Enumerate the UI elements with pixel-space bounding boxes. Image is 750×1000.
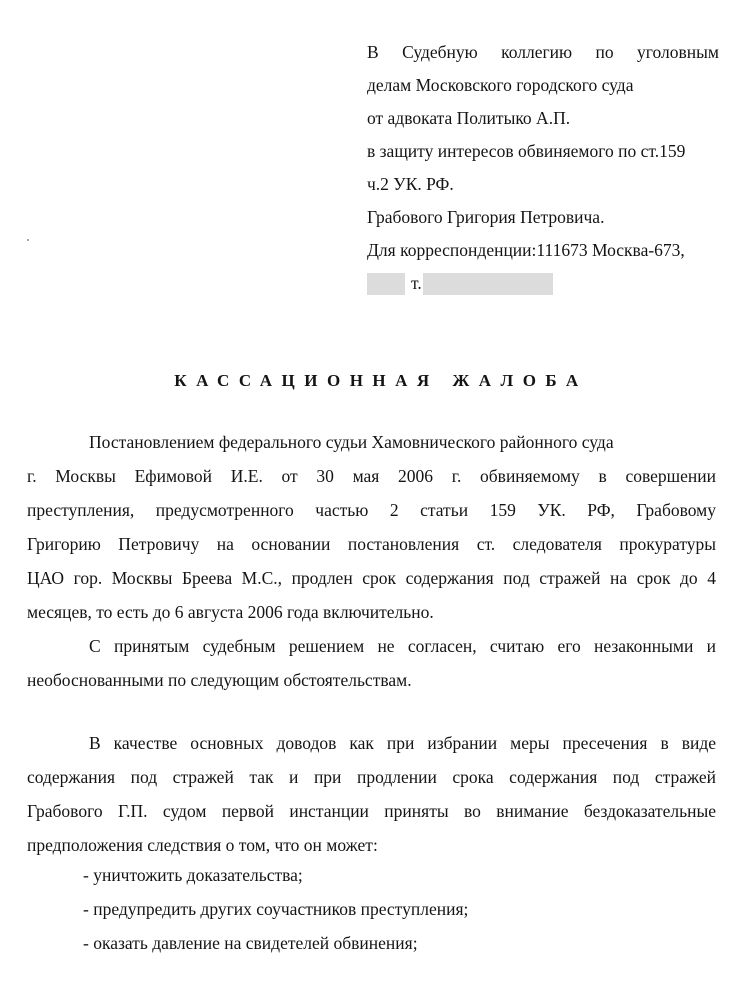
paragraph-line: преступления, предусмотренного частью 2 статьи 159 УК. РФ, Грабовому bbox=[27, 500, 716, 520]
paragraph-line: месяцев, то есть до 6 августа 2006 года включительно. bbox=[27, 602, 434, 622]
paragraph-line: Грабового Г.П. судом первой инстанции приняты во внимание бездоказательные bbox=[27, 801, 716, 821]
addressee-line: в защиту интересов обвиняемого по ст.159 bbox=[367, 141, 686, 161]
paragraph-line: Постановлением федерального судьи Хамовнического районного суда bbox=[89, 432, 614, 452]
paragraph-2 bbox=[27, 629, 716, 697]
addressee-line: Для корреспонденции:111673 Москва-673, bbox=[367, 240, 685, 260]
addressee-line: делам Московского городского суда bbox=[367, 75, 634, 95]
paragraph-line: Григорию Петровичу на основании постановления ст. следователя прокуратуры bbox=[27, 534, 716, 554]
list-block bbox=[27, 858, 716, 960]
scan-speck bbox=[27, 239, 29, 241]
paragraph-line: С принятым судебным решением не согласен, считаю его незаконными и bbox=[89, 636, 716, 656]
redaction-box bbox=[367, 273, 405, 295]
list-item: - оказать давление на свидетелей обвинения; bbox=[83, 933, 418, 953]
addressee-line: Грабового Григория Петровича. bbox=[367, 207, 605, 227]
paragraph-1 bbox=[27, 425, 716, 629]
addressee-block bbox=[367, 36, 719, 300]
paragraph-line: В качестве основных доводов как при избрании меры пресечения в виде bbox=[89, 733, 716, 753]
list-item: - уничтожить доказательства; bbox=[83, 865, 303, 885]
paragraph-line: содержания под стражей так и при продлении срока содержания под стражей bbox=[27, 767, 716, 787]
paragraph-3 bbox=[27, 726, 716, 862]
redacted-address-line bbox=[367, 267, 719, 300]
paragraph-line: предположения следствия о том, что он может: bbox=[27, 835, 378, 855]
paragraph-line: необоснованными по следующим обстоятельствам. bbox=[27, 670, 412, 690]
paragraph-line: г. Москвы Ефимовой И.Е. от 30 мая 2006 г. обвиняемому в совершении bbox=[27, 466, 716, 486]
list-item: - предупредить других соучастников преступления; bbox=[83, 899, 469, 919]
redaction-box bbox=[423, 273, 553, 295]
redacted-line-text: т. bbox=[411, 273, 422, 293]
document-title: КАССАЦИОННАЯ ЖАЛОБА bbox=[174, 371, 588, 390]
addressee-line: от адвоката Политыко А.П. bbox=[367, 108, 571, 128]
addressee-line: В Судебную коллегию по уголовным bbox=[367, 42, 719, 62]
addressee-line: ч.2 УК. РФ. bbox=[367, 174, 454, 194]
paragraph-line: ЦАО гор. Москвы Бреева М.С., продлен срок содержания под стражей на срок до 4 bbox=[27, 568, 716, 588]
